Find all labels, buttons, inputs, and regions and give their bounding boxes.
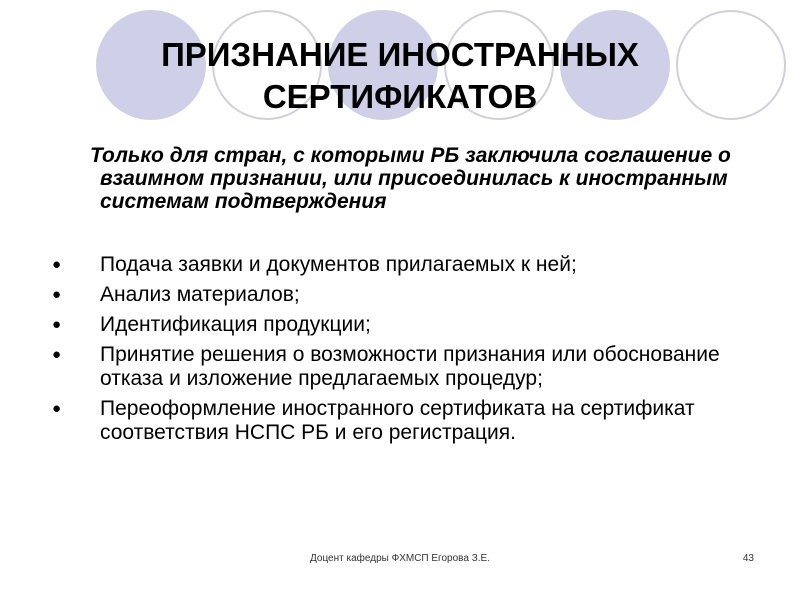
list-item <box>0 313 800 337</box>
slide-title-line-1: ПРИЗНАНИЕ ИНОСТРАННЫХ <box>161 36 639 73</box>
list-item-text: Переоформление иностранного сертификата на сертификат соответствия НСПС РБ и его регистрация. <box>100 397 695 444</box>
bullet-icon: ● <box>52 316 62 333</box>
list-item-text: Анализ материалов; <box>100 283 300 306</box>
slide-title-line-2: СЕРТИФИКАТОВ <box>262 78 538 115</box>
bullet-icon: ● <box>52 286 62 303</box>
list-item-text: Подача заявки и документов прилагаемых к ней; <box>100 253 577 276</box>
list-item <box>0 283 800 307</box>
bullet-icon: ● <box>52 346 62 363</box>
bullet-list <box>0 253 800 451</box>
slide-footer: Доцент кафедры ФХМСП Егорова З.Е. <box>310 553 490 564</box>
list-item <box>0 397 800 445</box>
list-item <box>0 343 800 391</box>
page-number: 43 <box>742 553 754 564</box>
bullet-icon: ● <box>52 400 62 417</box>
list-item-text: Идентификация продукции; <box>100 313 371 336</box>
list-item <box>0 253 800 277</box>
list-item-text: Принятие решения о возможности признания или обоснование отказа и изложение предлагаемых процедур; <box>100 343 720 390</box>
slide-title <box>0 34 800 118</box>
intro-text: Только для стран, с которыми РБ заключила соглашение о взаимном признании, или присоединилась к иностранным системам подтверждения <box>90 144 731 213</box>
bullet-icon: ● <box>52 256 62 273</box>
